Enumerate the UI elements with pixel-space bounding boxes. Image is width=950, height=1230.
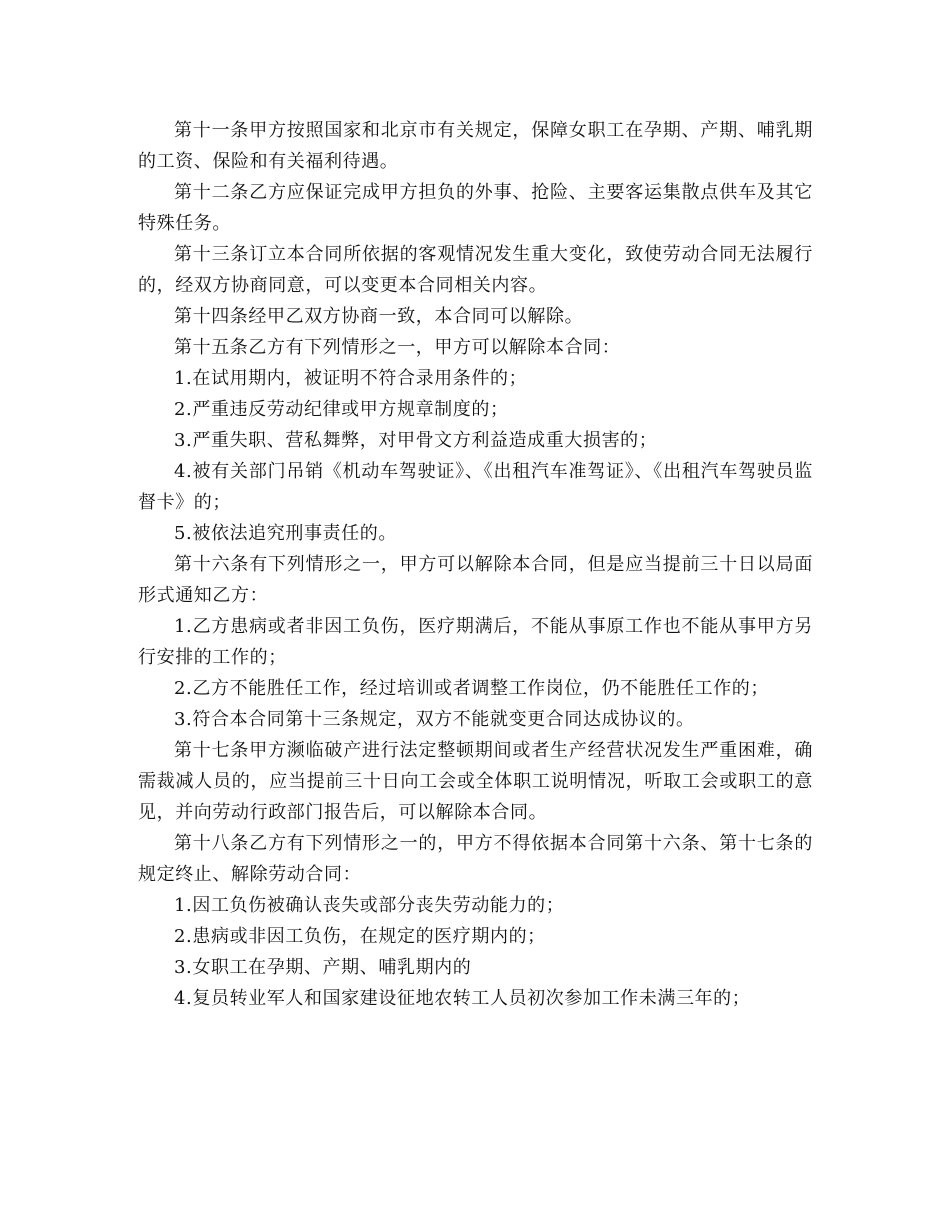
article-18-item-4: 4.复员转业军人和国家建设征地农转工人员初次参加工作未满三年的；	[174, 988, 751, 1009]
article-16-item-3: 3.符合本合同第十三条规定，双方不能就变更合同达成协议的。	[174, 709, 695, 730]
article-18-paragraph: 第十八条乙方有下列情形之一的，甲方不得依据本合同第十六条、第十七条的规定终止、解除劳动合同：	[138, 833, 813, 885]
article-16-paragraph: 第十六条有下列情形之一，甲方可以解除本合同，但是应当提前三十日以局面形式通知乙方：	[138, 554, 813, 606]
article-15-item-1: 1.在试用期内，被证明不符合录用条件的；	[174, 368, 528, 389]
article-15-paragraph: 第十五条乙方有下列情形之一，甲方可以解除本合同：	[174, 337, 621, 358]
article-15-item-2: 2.严重违反劳动纪律或甲方规章制度的；	[174, 399, 509, 420]
article-11-paragraph: 第十一条甲方按照国家和北京市有关规定，保障女职工在孕期、产期、哺乳期的工资、保险和有关福利待遇。	[138, 120, 813, 172]
article-15-item-3: 3.严重失职、营私舞弊，对甲骨文方利益造成重大损害的；	[174, 430, 658, 451]
article-18-item-3: 3.女职工在孕期、产期、哺乳期内的	[174, 957, 472, 978]
article-18-item-2: 2.患病或非因工负伤，在规定的医疗期内的；	[174, 926, 546, 947]
article-12-paragraph: 第十二条乙方应保证完成甲方担负的外事、抢险、主要客运集散点供车及其它特殊任务。	[138, 182, 813, 234]
article-16-item-1: 1.乙方患病或者非因工负伤，医疗期满后，不能从事原工作也不能从事甲方另行安排的工作的；	[138, 616, 813, 668]
article-17-paragraph: 第十七条甲方濒临破产进行法定整顿期间或者生产经营状况发生严重困难，确需裁减人员的，应当提前三十日向工会或全体职工说明情况，听取工会或职工的意见，并向劳动行政部门报告后，可以解除本合同。	[138, 740, 813, 823]
document-body	[138, 115, 813, 1014]
article-15-item-4: 4.被有关部门吊销《机动车驾驶证》、《出租汽车准驾证》、《出租汽车驾驶员监督卡》的；	[138, 461, 813, 513]
article-16-item-2: 2.乙方不能胜任工作，经过培训或者调整工作岗位，仍不能胜任工作的；	[174, 678, 769, 699]
article-14-paragraph: 第十四条经甲乙双方协商一致，本合同可以解除。	[174, 306, 584, 327]
article-13-paragraph: 第十三条订立本合同所依据的客观情况发生重大变化，致使劳动合同无法履行的，经双方协商同意，可以变更本合同相关内容。	[138, 244, 813, 296]
article-15-item-5: 5.被依法追究刑事责任的。	[174, 523, 397, 544]
article-18-item-1: 1.因工负伤被确认丧失或部分丧失劳动能力的；	[174, 895, 565, 916]
